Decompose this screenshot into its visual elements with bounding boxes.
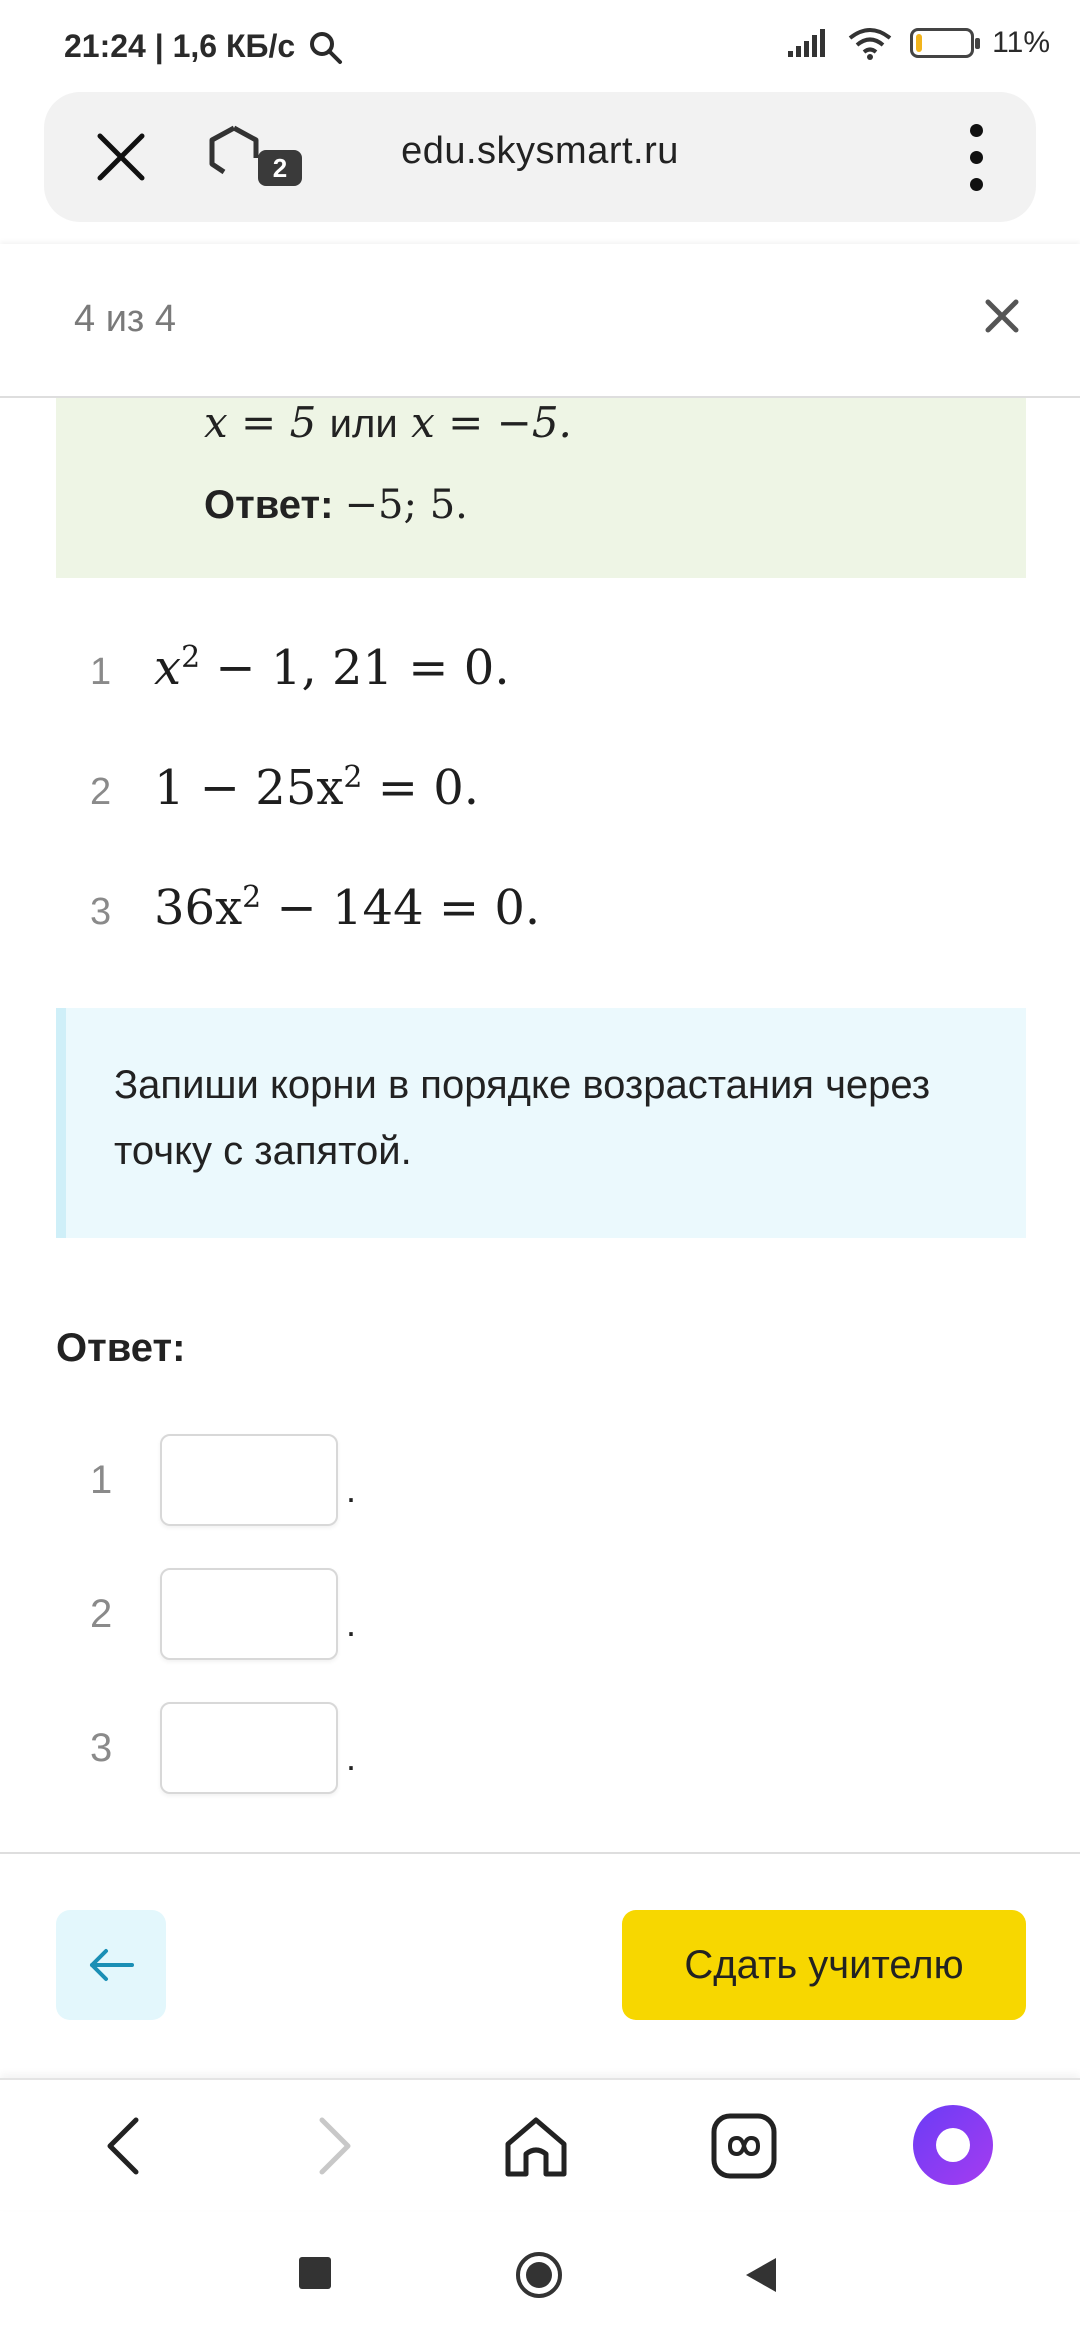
task-2 bbox=[90, 760, 479, 816]
task-number: 3 bbox=[90, 891, 112, 933]
task-number: 2 bbox=[90, 771, 112, 813]
status-time: 21:24 | 1,6 КБ/с bbox=[64, 28, 296, 64]
alice-icon[interactable] bbox=[913, 2105, 993, 2185]
task-3 bbox=[90, 880, 540, 936]
task-1 bbox=[90, 640, 510, 696]
search-icon bbox=[308, 30, 344, 66]
page-header bbox=[0, 244, 1080, 398]
answer-number: 3 bbox=[90, 1725, 113, 1770]
answer-number: 2 bbox=[90, 1591, 113, 1636]
url-field[interactable]: edu.skysmart.ru bbox=[401, 130, 679, 172]
tab-count-badge[interactable]: 2 bbox=[258, 150, 302, 186]
browser-bottom-nav bbox=[0, 2078, 1080, 2210]
answer-input-1[interactable] bbox=[160, 1434, 338, 1526]
wifi-icon bbox=[848, 26, 892, 60]
example-solution-box bbox=[56, 398, 1026, 578]
example-roots-line: x = 5 или x = −5. bbox=[204, 398, 572, 447]
battery-level-fill bbox=[916, 34, 922, 52]
status-bar bbox=[0, 0, 1080, 88]
loop-icon[interactable] bbox=[708, 2110, 780, 2182]
answer-suffix: . bbox=[346, 1737, 357, 1778]
chevron-right-icon[interactable] bbox=[298, 2110, 370, 2182]
hint-text: Запиши корни в порядке возрастания через точку с запятой. bbox=[114, 1063, 931, 1173]
answer-row-3 bbox=[90, 1702, 356, 1794]
browser-address-bar bbox=[44, 92, 1036, 222]
hint-box bbox=[56, 1008, 1026, 1238]
answer-row-2 bbox=[90, 1568, 356, 1660]
back-button[interactable] bbox=[56, 1910, 166, 2020]
close-icon[interactable] bbox=[980, 294, 1024, 338]
answer-row-1 bbox=[90, 1434, 356, 1526]
answer-suffix: . bbox=[346, 1469, 357, 1510]
circle-icon[interactable] bbox=[514, 2250, 564, 2300]
answer-input-2[interactable] bbox=[160, 1568, 338, 1660]
home-icon[interactable] bbox=[500, 2110, 572, 2182]
system-navigation-bar bbox=[0, 2212, 1080, 2340]
task-equation: $36x^2 - 144 = 0$. bbox=[154, 880, 541, 936]
battery-icon bbox=[910, 28, 974, 58]
triangle-back-icon[interactable] bbox=[744, 2256, 778, 2294]
answer-suffix: . bbox=[346, 1603, 357, 1644]
chevron-left-icon[interactable] bbox=[88, 2110, 160, 2182]
answer-title: Ответ: bbox=[56, 1326, 186, 1370]
submit-to-teacher-button[interactable]: Сдать учителю bbox=[622, 1910, 1026, 2020]
example-answer: Ответ: −5; 5. bbox=[204, 482, 468, 528]
square-icon[interactable] bbox=[298, 2256, 332, 2290]
task-equation: $x^2 - 1$, 21 = 0. bbox=[154, 640, 510, 696]
more-vert-icon[interactable] bbox=[964, 124, 988, 190]
status-icons bbox=[786, 26, 1050, 60]
task-equation: $1 - 25x^2 = 0$. bbox=[154, 760, 480, 816]
footer-divider bbox=[0, 1852, 1080, 1854]
task-number: 1 bbox=[90, 651, 112, 693]
battery-percent: 11% bbox=[992, 26, 1050, 59]
signal-icon bbox=[786, 27, 830, 59]
arrow-left-icon bbox=[86, 1945, 136, 1985]
answer-input-3[interactable] bbox=[160, 1702, 338, 1794]
progress-label: 4 из 4 bbox=[74, 298, 177, 340]
answer-number: 1 bbox=[90, 1457, 113, 1502]
